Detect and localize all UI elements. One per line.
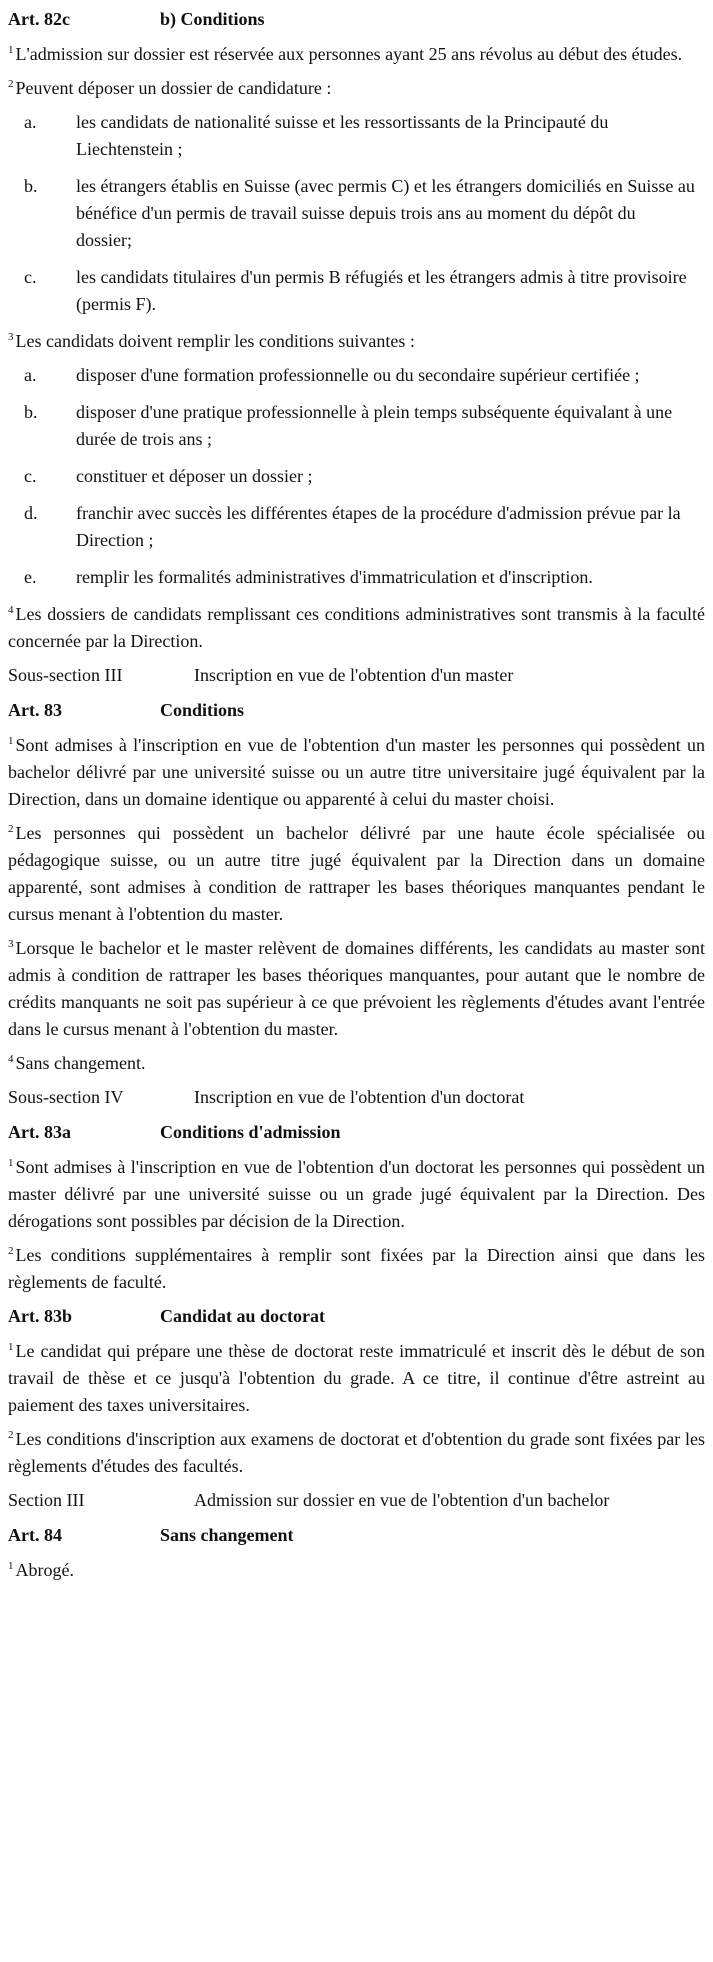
- section-number: Sous-section IV: [8, 1087, 124, 1107]
- list-item-text: les candidats de nationalité suisse et les ressortissants de la Principauté du Liechtenstein ;: [76, 112, 609, 159]
- paragraph: [8, 328, 705, 355]
- section-title: Admission sur dossier en vue de l'obtention d'un bachelor: [194, 1490, 610, 1510]
- list-item-letter: c.: [24, 267, 37, 287]
- paragraph-number: 1: [8, 44, 14, 56]
- paragraph-number: 4: [8, 604, 14, 616]
- section-heading: [8, 1084, 705, 1111]
- paragraph-text: Les candidats doivent remplir les conditions suivantes :: [15, 331, 415, 351]
- list-item: [8, 399, 705, 453]
- list-item: [8, 564, 705, 591]
- paragraph-text: Peuvent déposer un dossier de candidature :: [15, 78, 332, 98]
- list-item-text: constituer et déposer un dossier ;: [76, 466, 313, 486]
- paragraph: [8, 820, 705, 928]
- paragraph-text: Les conditions supplémentaires à remplir sont fixées par la Direction ainsi que dans les règlements de faculté.: [8, 1245, 705, 1292]
- paragraph-number: 3: [8, 331, 14, 343]
- section-title: Inscription en vue de l'obtention d'un master: [194, 665, 514, 685]
- paragraph-number: 1: [8, 1341, 14, 1353]
- list-item: [8, 362, 705, 389]
- paragraph-number: 1: [8, 1157, 14, 1169]
- list-item-letter: a.: [24, 112, 37, 132]
- article-title: Sans changement: [160, 1525, 294, 1545]
- paragraph: [8, 935, 705, 1043]
- paragraph: [8, 1338, 705, 1419]
- list-item: [8, 500, 705, 554]
- article-heading: [8, 1303, 705, 1330]
- paragraph-number: 4: [8, 1053, 14, 1065]
- section-number: Sous-section III: [8, 665, 123, 685]
- list-item-letter: b.: [24, 176, 38, 196]
- paragraph: [8, 41, 705, 68]
- paragraph-number: 2: [8, 823, 14, 835]
- paragraph-text: Les conditions d'inscription aux examens de doctorat et d'obtention du grade sont fixées par les règlements d'études des facultés.: [8, 1429, 705, 1476]
- paragraph-text: Sans changement.: [15, 1053, 146, 1073]
- section-title: Inscription en vue de l'obtention d'un doctorat: [194, 1087, 525, 1107]
- section-heading: [8, 1487, 705, 1514]
- article-number: Art. 82c: [8, 9, 70, 29]
- article-heading: [8, 6, 705, 33]
- section-number: Section III: [8, 1490, 85, 1510]
- paragraph: [8, 1050, 705, 1077]
- list-item-letter: a.: [24, 365, 37, 385]
- paragraph-text: Sont admises à l'inscription en vue de l'obtention d'un master les personnes qui possèdent un bachelor délivré par une université suisse ou un autre titre universitaire jugé équivalent par la Direction, dans un domaine identique ou apparenté à celui du master choisi.: [8, 735, 705, 809]
- article-heading: [8, 1119, 705, 1146]
- paragraph-text: Les personnes qui possèdent un bachelor délivré par une haute école spécialisée ou pédagogique suisse, ou un autre titre jugé équivalent par la Direction dans un domaine apparenté, sont admises à condition de rattraper les bases théoriques manquantes pendant le cursus menant à l'obtention du master.: [8, 823, 705, 924]
- article-number: Art. 83b: [8, 1306, 72, 1326]
- paragraph-text: Sont admises à l'inscription en vue de l'obtention d'un doctorat les personnes qui possèdent un master délivré par une université suisse ou un grade jugé équivalent par la Direction. Des dérogations sont possibles par décision de la Direction.: [8, 1157, 705, 1231]
- list-item-text: franchir avec succès les différentes étapes de la procédure d'admission prévue par la Direction ;: [76, 503, 681, 550]
- section-heading: [8, 662, 705, 689]
- list-item-text: les étrangers établis en Suisse (avec permis C) et les étrangers domiciliés en Suisse au bénéfice d'un permis de travail suisse depuis trois ans au moment du dépôt du dossier;: [76, 176, 695, 250]
- paragraph: [8, 1242, 705, 1296]
- paragraph: [8, 75, 705, 102]
- list-item-letter: c.: [24, 466, 37, 486]
- list-item-letter: d.: [24, 503, 38, 523]
- list-item-letter: e.: [24, 567, 37, 587]
- article-number: Art. 84: [8, 1525, 62, 1545]
- article-title: Conditions: [160, 700, 245, 720]
- article-number: Art. 83: [8, 700, 62, 720]
- paragraph: [8, 732, 705, 813]
- paragraph-number: 3: [8, 938, 14, 950]
- enumerated-list: [8, 109, 705, 318]
- list-item-text: les candidats titulaires d'un permis B réfugiés et les étrangers admis à titre provisoire (permis F).: [76, 267, 687, 314]
- paragraph-number: 1: [8, 1560, 14, 1572]
- article-title: b) Conditions: [160, 9, 265, 29]
- list-item: [8, 173, 705, 254]
- paragraph-number: 2: [8, 1429, 14, 1441]
- list-item-text: disposer d'une formation professionnelle ou du secondaire supérieur certifiée ;: [76, 365, 640, 385]
- article-heading: [8, 697, 705, 724]
- article-title: Conditions d'admission: [160, 1122, 341, 1142]
- list-item-letter: b.: [24, 402, 38, 422]
- enumerated-list: [8, 362, 705, 591]
- paragraph-text: L'admission sur dossier est réservée aux personnes ayant 25 ans révolus au début des études.: [15, 44, 683, 64]
- list-item-text: disposer d'une pratique professionnelle à plein temps subséquente équivalant à une durée de trois ans ;: [76, 402, 673, 449]
- paragraph-number: 2: [8, 78, 14, 90]
- paragraph-text: Abrogé.: [15, 1560, 74, 1580]
- article-number: Art. 83a: [8, 1122, 71, 1142]
- paragraph: [8, 1557, 705, 1584]
- paragraph-text: Les dossiers de candidats remplissant ces conditions administratives sont transmis à la faculté concernée par la Direction.: [8, 604, 705, 651]
- list-item: [8, 463, 705, 490]
- paragraph: [8, 601, 705, 655]
- article-title: Candidat au doctorat: [160, 1306, 326, 1326]
- list-item: [8, 109, 705, 163]
- list-item: [8, 264, 705, 318]
- paragraph: [8, 1426, 705, 1480]
- paragraph: [8, 1154, 705, 1235]
- paragraph-number: 2: [8, 1245, 14, 1257]
- paragraph-text: Lorsque le bachelor et le master relèvent de domaines différents, les candidats au master sont admis à condition de rattraper les bases théoriques manquantes, pour autant que le nombre de crédits manquants ne soit pas supérieur à ce que prévoient les règlements d'études avant l'entrée dans le cursus menant à l'obtention du master.: [8, 938, 705, 1039]
- list-item-text: remplir les formalités administratives d'immatriculation et d'inscription.: [76, 567, 593, 587]
- article-heading: [8, 1522, 705, 1549]
- paragraph-number: 1: [8, 735, 14, 747]
- paragraph-text: Le candidat qui prépare une thèse de doctorat reste immatriculé et inscrit dès le début de son travail de thèse et ce jusqu'à l'obtention du grade. A ce titre, il continue d'être astreint au paiement des taxes universitaires.: [8, 1341, 705, 1415]
